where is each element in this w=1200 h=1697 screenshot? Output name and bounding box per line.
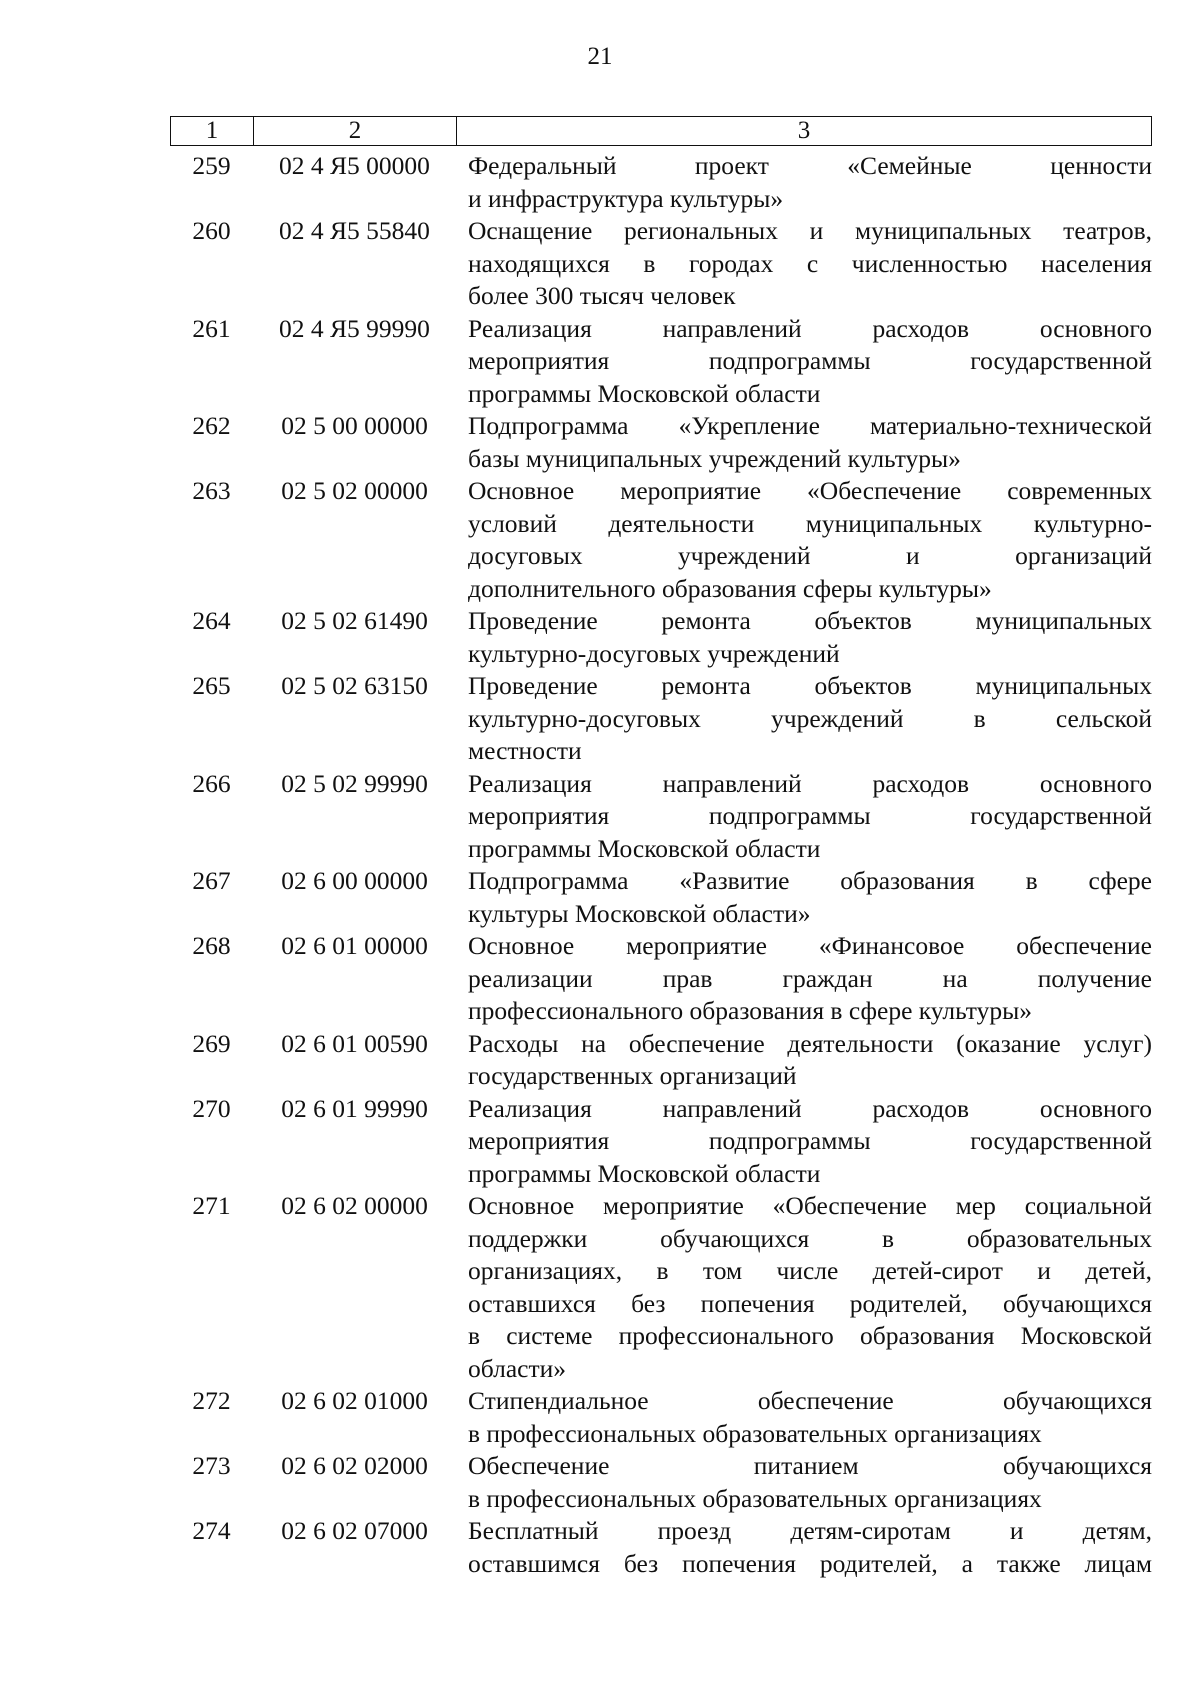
description-line: Обеспечение питанием обучающихся [468, 1451, 1152, 1480]
description-line: мероприятия подпрограммы государственной [468, 801, 1152, 830]
description-line: базы муниципальных учреждений культуры» [468, 443, 961, 473]
description-line: организациях, в том числе детей-сирот и детей, [468, 1256, 1152, 1285]
item-description [456, 1190, 1152, 1385]
description-line: Реализация направлений расходов основного [468, 768, 1152, 798]
description-line: поддержки обучающихся в образовательных [468, 1223, 1152, 1253]
description-line: местности [468, 736, 582, 765]
row-number: 273 [192, 1451, 231, 1480]
header-col-2: 2 [254, 117, 457, 145]
description-line: реализации прав граждан на получение [468, 963, 1152, 993]
description-line: Реализация направлений расходов основного [468, 1093, 1152, 1123]
row-number: 260 [192, 216, 231, 245]
target-code: 02 6 01 00000 [281, 931, 428, 960]
target-code: 02 4 Я5 99990 [279, 313, 430, 343]
item-description [456, 930, 1152, 1028]
description-line: находящихся в городах с численностью населения [468, 248, 1152, 278]
table-row [170, 768, 1152, 866]
description-line: досуговых учреждений и организаций [468, 541, 1152, 570]
description-line: Федеральный проект «Семейные ценности [468, 151, 1152, 180]
row-number: 267 [192, 866, 231, 895]
target-code: 02 5 00 00000 [281, 411, 428, 440]
description-line: программы Московской области [468, 378, 821, 408]
row-number: 264 [192, 606, 231, 635]
target-code: 02 5 02 63150 [281, 671, 428, 700]
description-line: в профессиональных образовательных организациях [468, 1483, 1042, 1513]
target-code: 02 5 02 61490 [281, 606, 428, 635]
item-description [456, 150, 1152, 215]
description-line: культурно-досуговых учреждений в сельской [468, 703, 1152, 733]
description-line: культуры Московской области» [468, 898, 811, 928]
target-code: 02 6 02 07000 [281, 1516, 428, 1545]
table-row [170, 1190, 1152, 1385]
table-row [170, 1385, 1152, 1450]
row-number: 268 [192, 931, 231, 960]
target-code: 02 6 00 00000 [281, 866, 428, 895]
target-code: 02 6 01 00590 [281, 1028, 428, 1058]
description-line: Проведение ремонта объектов муниципальных [468, 671, 1152, 700]
description-line: Основное мероприятие «Обеспечение современных [468, 476, 1152, 505]
item-description [456, 605, 1152, 670]
item-description [456, 1028, 1152, 1093]
table-row [170, 930, 1152, 1028]
item-description [456, 1385, 1152, 1450]
description-line: в профессиональных образовательных организациях [468, 1418, 1042, 1448]
item-description [456, 1515, 1152, 1580]
description-line: профессионального образования в сфере культуры» [468, 996, 1032, 1025]
table-row [170, 313, 1152, 411]
table-row [170, 150, 1152, 215]
description-line: Реализация направлений расходов основного [468, 313, 1152, 343]
table-header [170, 116, 1152, 146]
table-body [170, 150, 1152, 1580]
item-description [456, 670, 1152, 768]
description-line: и инфраструктура культуры» [468, 183, 784, 213]
target-code: 02 6 02 00000 [281, 1191, 428, 1220]
table-row [170, 1093, 1152, 1191]
row-number: 262 [192, 411, 231, 440]
description-line: государственных организаций [468, 1061, 797, 1090]
item-description [456, 215, 1152, 313]
row-number: 263 [192, 476, 231, 505]
description-line: Бесплатный проезд детям-сиротам и детям, [468, 1516, 1152, 1545]
row-number: 261 [192, 313, 231, 343]
target-code: 02 5 02 00000 [281, 476, 428, 505]
page-number: 21 [587, 43, 613, 70]
target-code: 02 4 Я5 00000 [279, 151, 430, 180]
target-code: 02 6 02 01000 [281, 1386, 428, 1415]
description-line: Проведение ремонта объектов муниципальных [468, 606, 1152, 635]
item-description [456, 865, 1152, 930]
table-row [170, 670, 1152, 768]
item-description [456, 1450, 1152, 1515]
description-line: программы Московской области [468, 1158, 821, 1188]
description-line: Стипендиальное обеспечение обучающихся [468, 1386, 1152, 1415]
table-row [170, 605, 1152, 670]
description-line: области» [468, 1353, 566, 1383]
row-number: 265 [192, 671, 231, 700]
description-line: в системе профессионального образования Московской [468, 1321, 1152, 1350]
row-number: 269 [192, 1028, 231, 1058]
description-line: более 300 тысяч человек [468, 281, 736, 310]
row-number: 270 [192, 1093, 231, 1123]
table-row [170, 410, 1152, 475]
description-line: Оснащение региональных и муниципальных театров, [468, 216, 1152, 245]
row-number: 259 [192, 151, 231, 180]
description-line: условий деятельности муниципальных культурно- [468, 508, 1152, 538]
item-description [456, 1093, 1152, 1191]
target-code: 02 6 02 02000 [281, 1451, 428, 1480]
table-row [170, 475, 1152, 605]
row-number: 274 [192, 1516, 231, 1545]
description-line: оставшихся без попечения родителей, обучающихся [468, 1288, 1152, 1318]
row-number: 266 [192, 768, 231, 798]
description-line: мероприятия подпрограммы государственной [468, 346, 1152, 375]
description-line: Основное мероприятие «Обеспечение мер социальной [468, 1191, 1152, 1220]
table-row [170, 215, 1152, 313]
description-line: Основное мероприятие «Финансовое обеспечение [468, 931, 1152, 960]
target-code: 02 6 01 99990 [281, 1093, 428, 1123]
item-description [456, 768, 1152, 866]
table-row [170, 1028, 1152, 1093]
item-description [456, 313, 1152, 411]
description-line: Подпрограмма «Развитие образования в сфере [468, 866, 1152, 895]
item-description [456, 410, 1152, 475]
row-number: 272 [192, 1386, 231, 1415]
description-line: дополнительного образования сферы культуры» [468, 573, 992, 603]
row-number: 271 [192, 1191, 231, 1220]
header-col-3: 3 [797, 117, 811, 144]
description-line: Расходы на обеспечение деятельности (оказание услуг) [468, 1028, 1152, 1058]
description-line: мероприятия подпрограммы государственной [468, 1126, 1152, 1155]
description-line: программы Московской области [468, 833, 821, 863]
table-row [170, 1515, 1152, 1580]
table-row [170, 865, 1152, 930]
target-code: 02 5 02 99990 [281, 768, 428, 798]
item-description [456, 475, 1152, 605]
target-code: 02 4 Я5 55840 [279, 216, 430, 245]
description-line: Подпрограмма «Укрепление материально-технической [468, 411, 1152, 440]
header-col-1: 1 [171, 117, 254, 145]
description-line: оставшимся без попечения родителей, а также лицам [468, 1548, 1152, 1578]
description-line: культурно-досуговых учреждений [468, 638, 840, 668]
table-row [170, 1450, 1152, 1515]
